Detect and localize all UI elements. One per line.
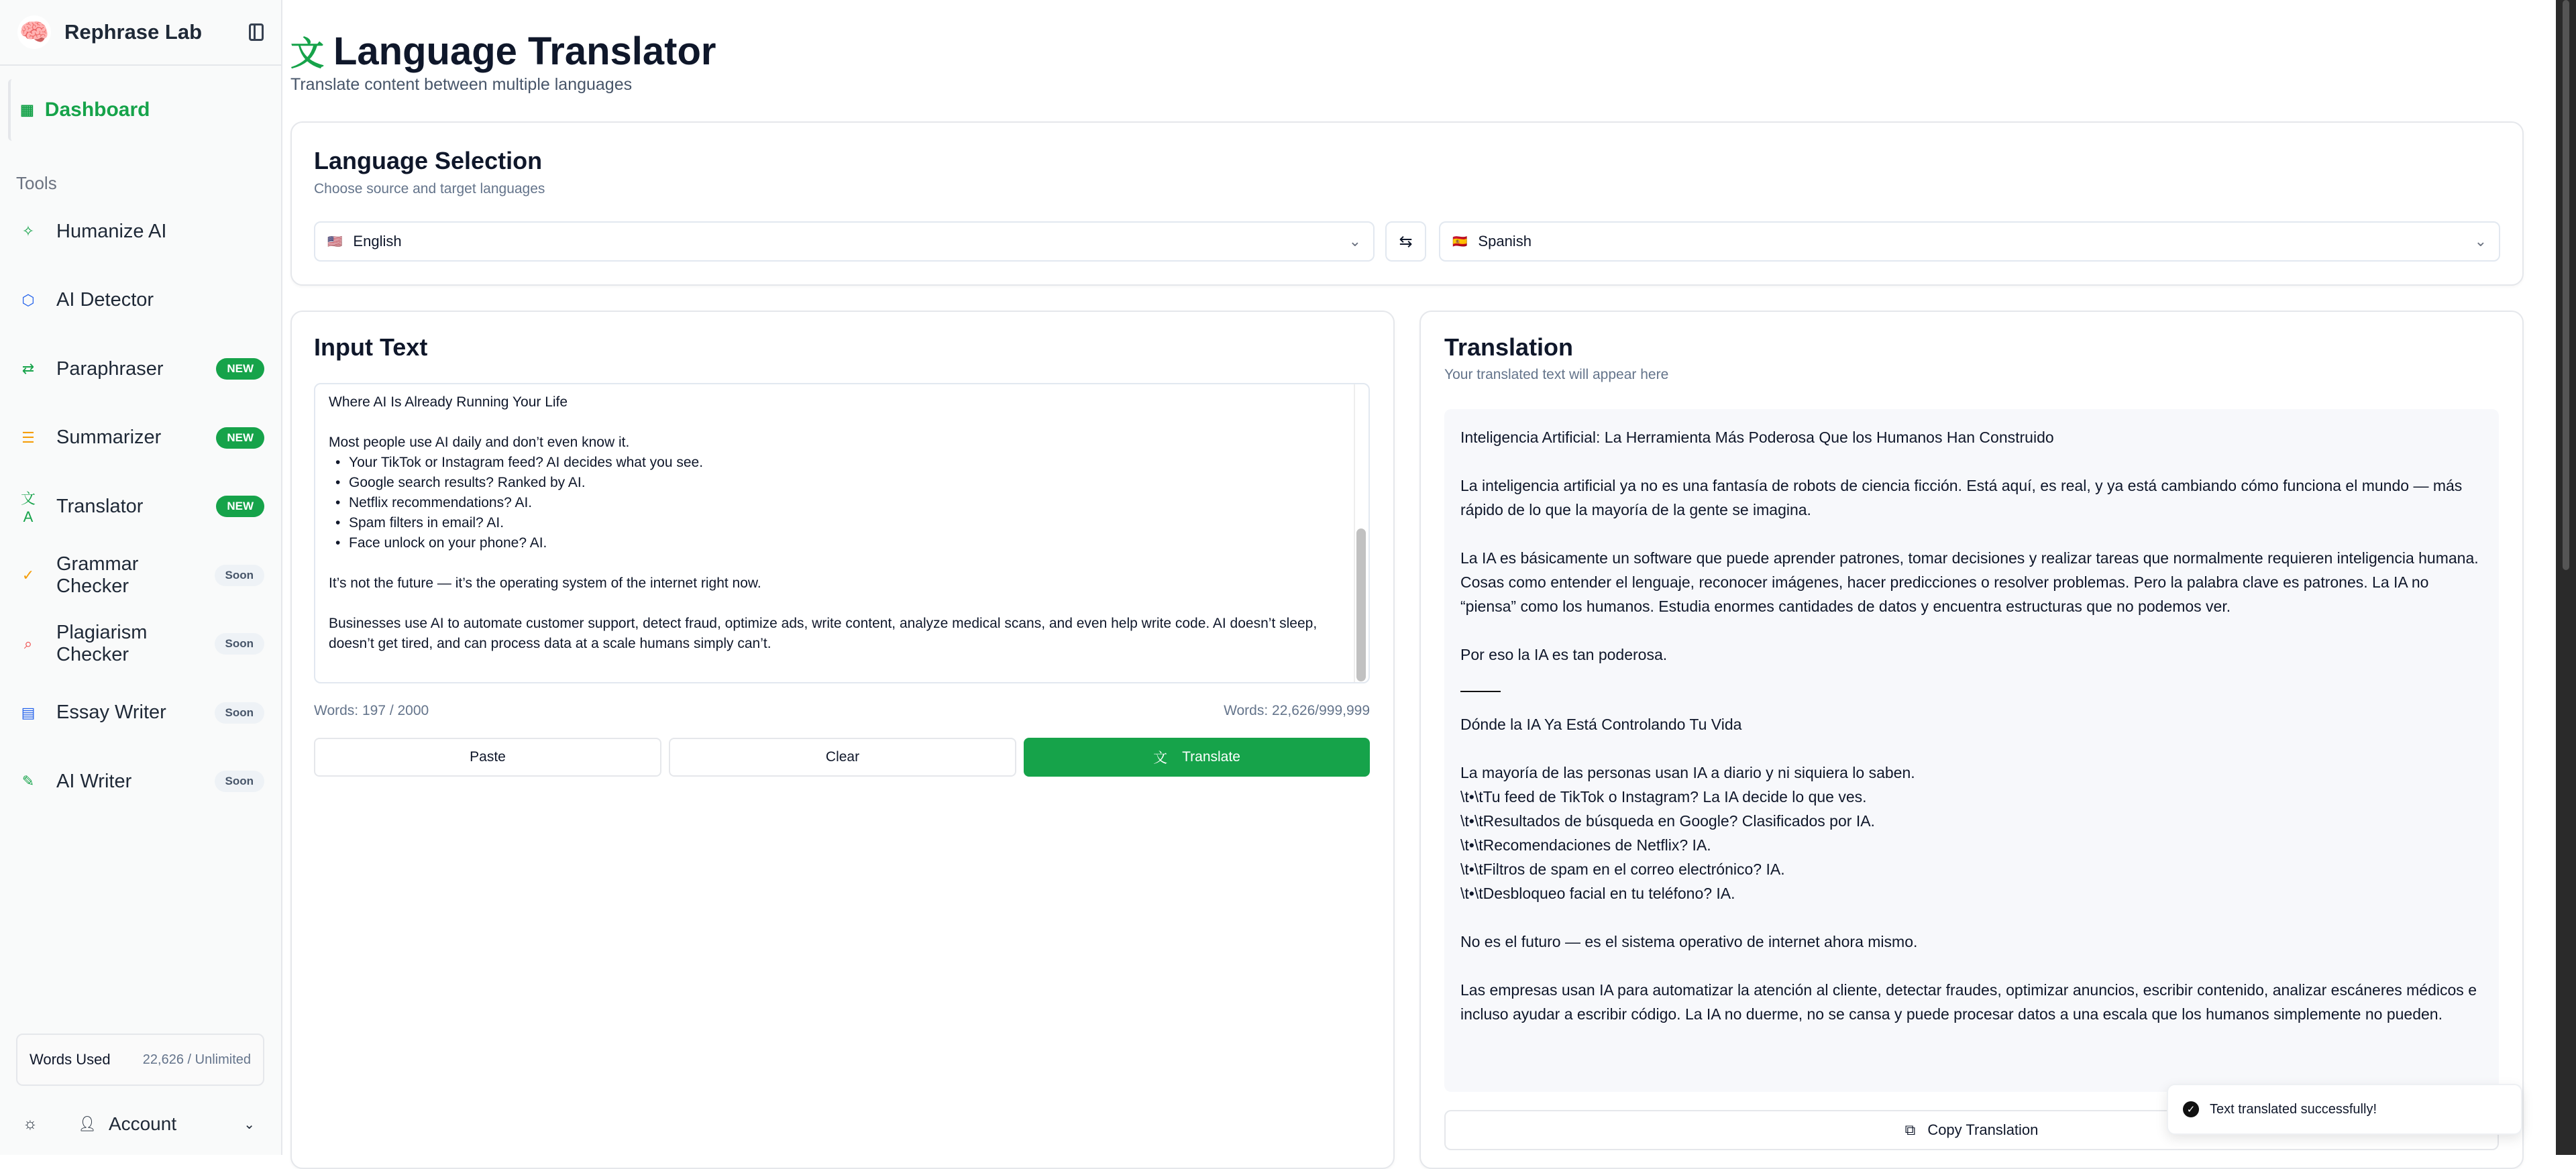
theme-toggle-icon[interactable]: ☼: [23, 1115, 38, 1133]
translation-subtitle: Your translated text will appear here: [1444, 367, 1669, 382]
language-selection-card: [290, 121, 2524, 286]
sidebar-item-label: Humanize AI: [56, 220, 167, 242]
chevron-down-icon: ⌄: [1348, 233, 1361, 249]
textarea-scrollbar[interactable]: [1354, 384, 1368, 682]
copy-icon: ⧉: [1904, 1121, 1916, 1138]
text-line: It’s not the future — it’s the operating system of the internet right now.: [329, 575, 761, 591]
sidebar-item-label: Translator: [56, 495, 144, 517]
words-used-value: 22,626 / Unlimited: [142, 1052, 251, 1067]
target-language-select[interactable]: [1439, 221, 2500, 262]
total-word-count: Words: 22,626/999,999: [1224, 703, 1370, 718]
window-scrollbar[interactable]: [2556, 0, 2576, 1155]
source-language-value: English: [353, 233, 402, 249]
tools-section-label: Tools: [16, 173, 57, 193]
translated-line: \t•\tFiltros de spam en el correo electrónico? IA.: [1460, 860, 1785, 878]
text-line: [329, 553, 1342, 573]
languages-icon: 文A: [20, 490, 36, 525]
account-row: [16, 1108, 264, 1140]
divider: [1460, 691, 1501, 692]
section-heading: Dónde la IA Ya Está Controlando Tu Vida: [1460, 716, 1742, 733]
toast-message: Text translated successfully!: [2210, 1101, 2377, 1117]
swap-icon: ⇆: [1399, 232, 1413, 251]
translated-line: \t•\tResultados de búsqueda en Google? Clasificados por IA.: [1460, 812, 1875, 830]
search-icon: ⌕: [23, 635, 33, 652]
success-toast: [2167, 1084, 2522, 1135]
paste-button[interactable]: Paste: [314, 738, 661, 777]
sidebar-item-label: AI Writer: [56, 770, 132, 792]
sidebar-item-label: Summarizer: [56, 427, 162, 448]
sidebar-item-label: Grammar Checker: [56, 553, 139, 597]
sidebar-item-grammar-checker[interactable]: [16, 553, 264, 597]
bullet-line: • Google search results? Ranked by AI.: [329, 473, 1342, 493]
dashboard-icon: ▦: [20, 101, 34, 118]
page-subtitle: Translate content between multiple languages: [290, 75, 633, 94]
translated-paragraph: Las empresas usan IA para automatizar la atención al cliente, detectar fraudes, optimizar anuncios, escribir contenido, analizar escáneres médicos e incluso ayudar a escribir código. La IA no duerme, no se cansa y puede procesar datos a una escala que los humanos simplemente no pueden.: [1460, 981, 2477, 1023]
translated-paragraph: No es el futuro — es el sistema operativo de internet ahora mismo.: [1460, 933, 1918, 950]
translation-output: [1444, 409, 2499, 1092]
user-icon: 👤︎: [78, 1115, 97, 1132]
es-flag-icon: 🇪🇸: [1452, 234, 1468, 248]
source-language-select[interactable]: [314, 221, 1375, 262]
swap-languages-button[interactable]: [1385, 221, 1426, 262]
bullet-line: • Netflix recommendations? AI.: [329, 493, 1342, 513]
clear-button[interactable]: Clear: [669, 738, 1016, 777]
soon-badge: Soon: [215, 633, 265, 655]
sidebar: [0, 0, 282, 1155]
account-button[interactable]: Account: [108, 1113, 177, 1134]
new-badge: NEW: [216, 427, 264, 449]
text-line: Most people use AI daily and don’t even know it.: [329, 435, 630, 450]
sidebar-item-label: Paraphraser: [56, 357, 164, 380]
soon-badge: Soon: [215, 565, 265, 586]
page-title-text: Language Translator: [333, 29, 716, 73]
words-used-card: [16, 1034, 264, 1086]
languages-icon: 文: [1153, 750, 1168, 766]
us-flag-icon: 🇺🇸: [327, 234, 343, 248]
brand-header: [0, 0, 281, 66]
bullet-line: • Spam filters in email? AI.: [329, 513, 1342, 533]
input-textarea[interactable]: [314, 383, 1370, 683]
translated-line: \t•\tRecomendaciones de Netflix? IA.: [1460, 836, 1711, 854]
new-badge: NEW: [216, 358, 264, 380]
text-line: Where AI Is Already Running Your Life: [329, 394, 568, 410]
sidebar-item-dashboard[interactable]: [8, 79, 270, 141]
sidebar-toggle-icon[interactable]: [249, 23, 264, 41]
check-circle-icon: ✓: [21, 566, 35, 583]
text-line: [329, 594, 1342, 614]
repeat-icon: ⇄: [21, 360, 35, 377]
chevron-down-icon: ⌄: [2474, 233, 2487, 249]
sidebar-item-label: Dashboard: [44, 99, 150, 121]
sidebar-item-ai-writer[interactable]: [16, 765, 264, 798]
check-circle-icon: ✓: [2183, 1101, 2199, 1117]
app-name: Rephrase Lab: [64, 20, 203, 44]
sidebar-item-summarizer[interactable]: [16, 421, 264, 455]
chevron-down-icon[interactable]: ⌄: [244, 1117, 255, 1132]
translate-button[interactable]: [1024, 738, 1370, 777]
sidebar-item-paraphraser[interactable]: [16, 352, 264, 386]
sparkles-icon: ✧: [21, 223, 35, 239]
sidebar-item-label: Essay Writer: [56, 702, 166, 723]
sidebar-item-humanize-ai[interactable]: [16, 215, 264, 248]
translated-paragraph: La inteligencia artificial ya no es una fantasía de robots de ciencia ficción. Está aquí, es real, y ya está cambiando cómo funciona el mundo — más rápido de lo que la mayoría de la gente se imagina.: [1460, 477, 2463, 518]
file-text-icon: ▤: [21, 704, 36, 721]
bullet-line: • Face unlock on your phone? AI.: [329, 533, 1342, 553]
text-line: [329, 412, 1342, 433]
scrollbar-thumb[interactable]: [1356, 528, 1366, 681]
bullet-line: • Your TikTok or Instagram feed? AI decides what you see.: [329, 453, 1342, 473]
translated-line: \t•\tDesbloqueo facial en tu teléfono? IA.: [1460, 885, 1735, 902]
translation-title: Translation: [1444, 333, 1574, 361]
sidebar-item-essay-writer[interactable]: [16, 696, 264, 730]
pen-icon: ✎: [21, 773, 35, 789]
translated-paragraph: Por eso la IA es tan poderosa.: [1460, 646, 1668, 663]
card-subtitle: Choose source and target languages: [314, 181, 545, 197]
input-word-count: Words: 197 / 2000: [314, 703, 429, 718]
new-badge: NEW: [216, 496, 264, 517]
languages-icon: 文: [290, 35, 324, 72]
list-icon: ☰: [21, 429, 35, 446]
translated-line: \t•\tTu feed de TikTok o Instagram? La IA decide lo que ves.: [1460, 788, 1867, 805]
words-used-label: Words Used: [30, 1051, 111, 1068]
shield-icon: ⬡: [21, 291, 35, 309]
card-title: Language Selection: [314, 147, 543, 174]
sidebar-item-label: Plagiarism Checker: [56, 622, 148, 665]
logo-icon: 🧠: [17, 15, 51, 49]
sidebar-item-ai-detector[interactable]: [16, 284, 264, 317]
sidebar-item-translator[interactable]: [16, 490, 264, 523]
text-line: Businesses use AI to automate customer support, detect fraud, optimize ads, write content, analyze medical scans, and even help write code. AI doesn’t sleep, doesn’t get tired, and can process data at a scale humans simply can’t.: [329, 616, 1318, 651]
sidebar-item-label: AI Detector: [56, 289, 154, 311]
copy-label: Copy Translation: [1927, 1121, 2039, 1138]
target-language-value: Spanish: [1478, 233, 1532, 249]
input-title: Input Text: [314, 333, 428, 361]
translated-paragraph: La IA es básicamente un software que puede aprender patrones, tomar decisiones y realizar tareas que normalmente requieren inteligencia humana. Cosas como entender el lenguaje, reconocer imágenes, hacer predicciones o resolver problemas. Pero la palabra clave es patrones. La IA no “piensa” como los humanos. Estudia enormes cantidades de datos y encuentra estructuras que no podemos ver.: [1460, 549, 2479, 615]
soon-badge: Soon: [215, 771, 265, 792]
translated-paragraph: Inteligencia Artificial: La Herramienta Más Poderosa Que los Humanos Han Construido: [1460, 429, 2054, 446]
page-title: [290, 27, 716, 75]
translated-line: La mayoría de las personas usan IA a diario y ni siquiera lo saben.: [1460, 764, 1915, 781]
translate-label: Translate: [1182, 749, 1240, 765]
soon-badge: Soon: [215, 702, 265, 724]
sidebar-item-plagiarism-checker[interactable]: [16, 622, 264, 665]
